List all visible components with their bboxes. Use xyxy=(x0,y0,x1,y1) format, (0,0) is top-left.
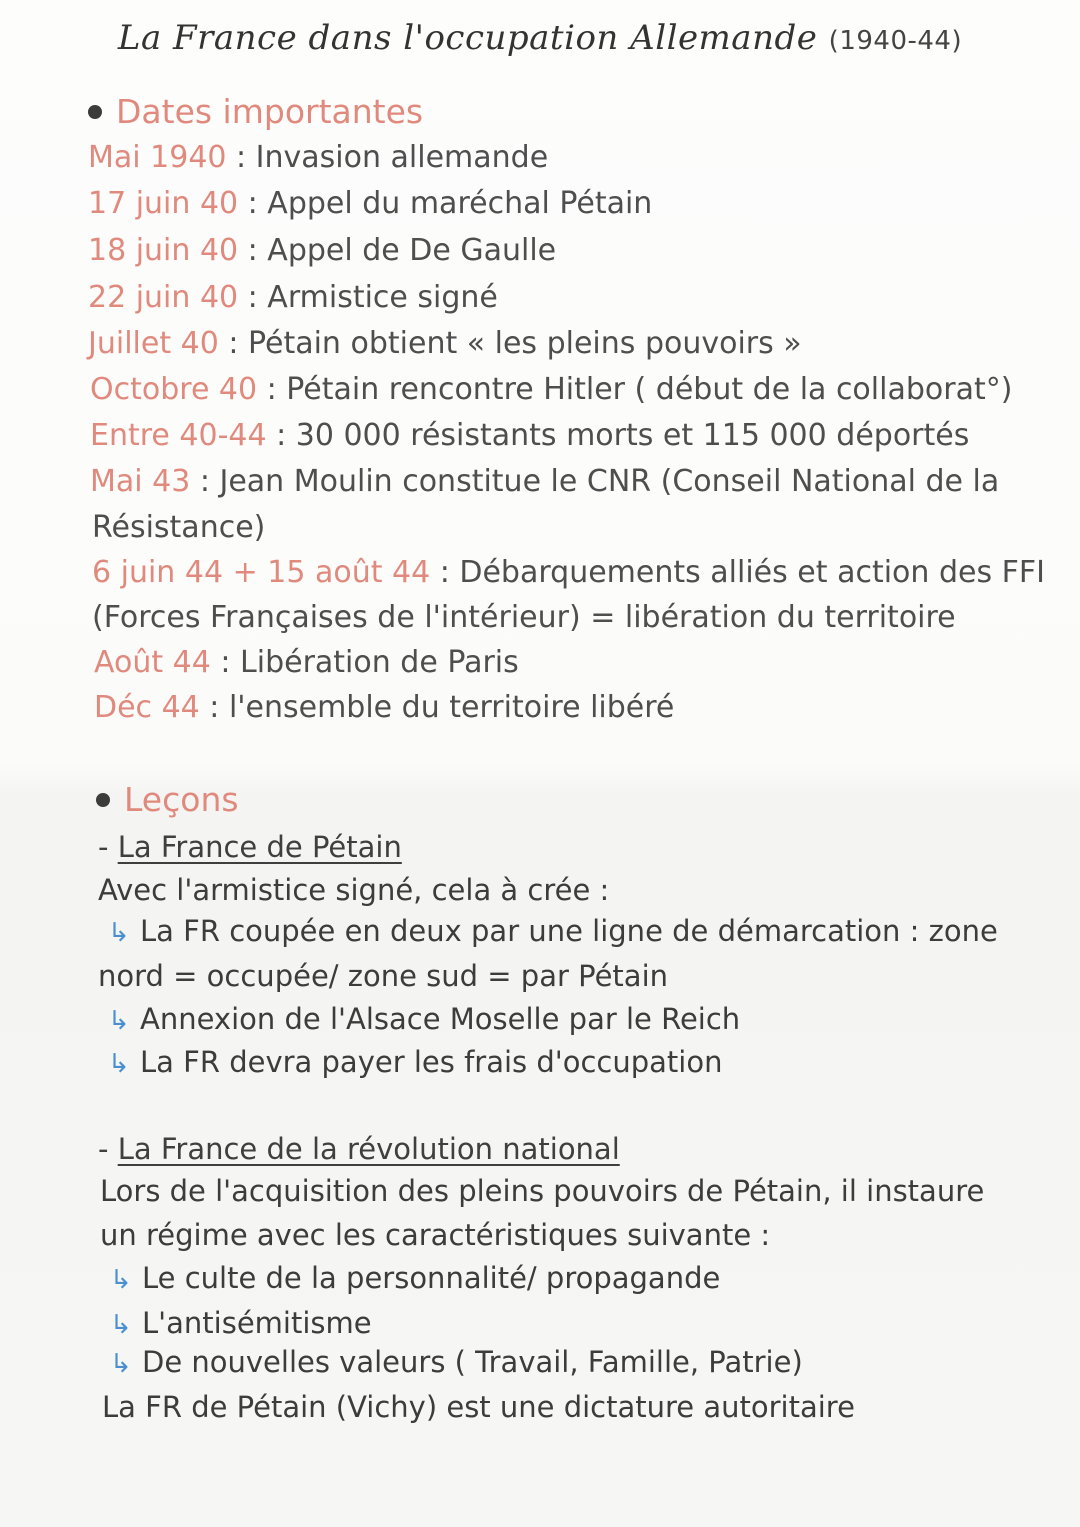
date-label: 17 juin 40 xyxy=(88,186,239,221)
date-event: : 30 000 résistants morts et 115 000 déportés xyxy=(266,418,970,453)
return-arrow-icon: ↳ xyxy=(108,1049,130,1079)
point-text: De nouvelles valeurs ( Travail, Famille, Patrie) xyxy=(142,1345,803,1379)
return-arrow-icon: ↳ xyxy=(110,1349,132,1379)
date-row xyxy=(88,233,557,268)
lesson1-title-label: La France de Pétain xyxy=(117,830,402,864)
date-event: : l'ensemble du territoire libéré xyxy=(199,690,675,725)
lesson1-point xyxy=(108,1045,723,1079)
date-label: Juillet 40 xyxy=(88,326,219,361)
date-label: Octobre 40 xyxy=(90,372,258,407)
date-event: : Jean Moulin constitue le CNR (Conseil National de la xyxy=(190,464,1000,499)
return-arrow-icon: ↳ xyxy=(110,1310,132,1340)
lesson1-point xyxy=(108,914,998,948)
date-label: 18 juin 40 xyxy=(88,233,239,268)
return-arrow-icon: ↳ xyxy=(110,1265,132,1295)
dates-heading-label: Dates importantes xyxy=(116,92,424,131)
date-row xyxy=(94,690,675,725)
lessons-heading-label: Leçons xyxy=(124,780,239,819)
page-title xyxy=(0,18,1080,58)
date-label: 22 juin 40 xyxy=(88,280,239,315)
date-event: : Invasion allemande xyxy=(226,140,549,175)
date-event: : Pétain obtient « les pleins pouvoirs » xyxy=(218,326,802,361)
lesson2-conclusion: La FR de Pétain (Vichy) est une dictature autoritaire xyxy=(102,1390,855,1424)
point-text: L'antisémitisme xyxy=(142,1306,372,1340)
date-row-continuation xyxy=(92,510,266,545)
point-text: Le culte de la personnalité/ propagande xyxy=(142,1261,721,1295)
dates-heading xyxy=(88,92,423,131)
lesson2-title xyxy=(98,1132,620,1166)
date-row xyxy=(88,140,549,175)
lesson1-title xyxy=(98,830,402,864)
date-event: : Pétain rencontre Hitler ( début de la collaborat°) xyxy=(257,372,1013,407)
bullet-icon xyxy=(96,793,110,807)
point-text: La FR coupée en deux par une ligne de démarcation : zone xyxy=(140,914,998,948)
date-row xyxy=(90,418,970,453)
lessons-heading xyxy=(96,780,239,819)
date-event: : Débarquements alliés et action des FFI xyxy=(430,555,1045,590)
date-event: : Armistice signé xyxy=(238,280,498,315)
dash: - xyxy=(98,830,118,864)
lesson1-intro: Avec l'armistice signé, cela à crée : xyxy=(98,873,610,907)
dash: - xyxy=(98,1132,118,1166)
title-main: La France dans l'occupation Allemande xyxy=(117,18,818,58)
bullet-icon xyxy=(88,105,102,119)
title-years: (1940-44) xyxy=(828,26,963,56)
date-row xyxy=(94,645,519,680)
date-row xyxy=(90,464,1000,499)
date-label: Mai 43 xyxy=(90,464,191,499)
lesson1-point-continuation: nord = occupée/ zone sud = par Pétain xyxy=(98,959,669,993)
date-event: (Forces Françaises de l'intérieur) = libération du territoire xyxy=(92,600,956,635)
point-text: Annexion de l'Alsace Moselle par le Reich xyxy=(140,1002,741,1036)
return-arrow-icon: ↳ xyxy=(108,918,130,948)
date-row xyxy=(88,326,802,361)
date-label: Déc 44 xyxy=(94,690,200,725)
date-event: Résistance) xyxy=(92,510,266,545)
lesson2-point xyxy=(110,1261,721,1295)
date-label: Entre 40-44 xyxy=(90,418,267,453)
lesson2-intro-line2: un régime avec les caractéristiques suivante : xyxy=(100,1218,771,1252)
lesson2-point xyxy=(110,1306,372,1340)
date-event: : Appel du maréchal Pétain xyxy=(238,186,653,221)
date-row xyxy=(88,186,653,221)
date-event: : Appel de De Gaulle xyxy=(238,233,557,268)
date-row xyxy=(88,280,498,315)
date-row-continuation xyxy=(92,600,956,635)
lesson2-point xyxy=(110,1345,803,1379)
date-row xyxy=(90,372,1013,407)
date-label: Août 44 xyxy=(94,645,211,680)
date-label: 6 juin 44 + 15 août 44 xyxy=(92,555,431,590)
date-row xyxy=(92,555,1045,590)
lesson1-point xyxy=(108,1002,741,1036)
lesson2-intro-line1: Lors de l'acquisition des pleins pouvoirs de Pétain, il instaure xyxy=(100,1174,985,1208)
point-text: La FR devra payer les frais d'occupation xyxy=(140,1045,723,1079)
return-arrow-icon: ↳ xyxy=(108,1006,130,1036)
lesson2-title-label: La France de la révolution national xyxy=(117,1132,620,1166)
date-event: : Libération de Paris xyxy=(210,645,519,680)
date-label: Mai 1940 xyxy=(88,140,227,175)
